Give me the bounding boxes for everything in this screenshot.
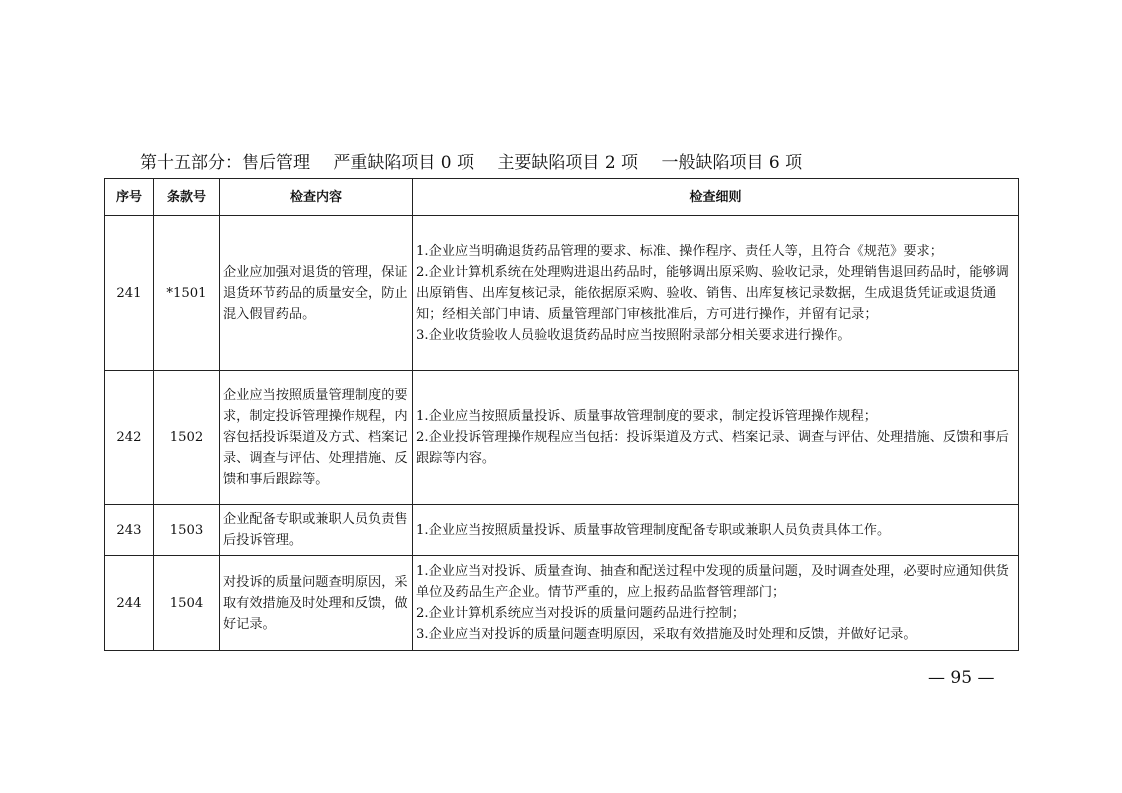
row-details xyxy=(413,556,1019,651)
detail-item: 3.企业收货验收人员验收退货药品时应当按照附录部分相关要求进行操作。 xyxy=(416,327,851,343)
row-content: 对投诉的质量问题查明原因，采取有效措施及时处理和反馈，做好记录。 xyxy=(220,556,413,651)
row-clause: 1502 xyxy=(154,371,220,505)
detail-item: 1.企业应当按照质量投诉、质量事故管理制度配备专职或兼职人员负责具体工作。 xyxy=(416,522,891,538)
general-defect-count: 一般缺陷项目 6 项 xyxy=(661,153,803,173)
row-details xyxy=(413,505,1019,556)
section-title: 第十五部分：售后管理 xyxy=(140,153,310,173)
row-clause: *1501 xyxy=(154,216,220,371)
row-details xyxy=(413,216,1019,371)
header-details: 检查细则 xyxy=(413,179,1019,216)
inspection-table xyxy=(104,178,1019,651)
row-clause: 1504 xyxy=(154,556,220,651)
section-heading xyxy=(140,148,820,173)
detail-item: 2.企业投诉管理操作规程应当包括：投诉渠道及方式、档案记录、调查与评估、处理措施、反馈和事后跟踪等内容。 xyxy=(416,430,1009,466)
detail-item: 2.企业计算机系统应当对投诉的质量问题药品进行控制； xyxy=(416,606,746,621)
row-seq: 243 xyxy=(105,505,154,556)
page-number: — 95 — xyxy=(928,668,995,688)
table-header-row xyxy=(105,179,1019,216)
detail-item: 3.企业应当对投诉的质量问题查明原因，采取有效措施及时处理和反馈，并做好记录。 xyxy=(416,627,917,642)
detail-item: 1.企业应当对投诉、质量查询、抽查和配送过程中发现的质量问题，及时调查处理，必要时应通知供货单位及药品生产企业。情节严重的，应上报药品监督管理部门； xyxy=(416,564,1009,600)
major-defect-count: 主要缺陷项目 2 项 xyxy=(497,153,639,173)
row-content: 企业配备专职或兼职人员负责售后投诉管理。 xyxy=(220,505,413,556)
row-content: 企业应加强对退货的管理，保证退货环节药品的质量安全，防止混入假冒药品。 xyxy=(220,216,413,371)
header-content: 检查内容 xyxy=(220,179,413,216)
row-seq: 241 xyxy=(105,216,154,371)
row-seq: 242 xyxy=(105,371,154,505)
row-content: 企业应当按照质量管理制度的要求，制定投诉管理操作规程，内容包括投诉渠道及方式、档案记录、调查与评估、处理措施、反馈和事后跟踪等。 xyxy=(220,371,413,505)
table-row xyxy=(105,371,1019,505)
detail-item: 1.企业应当按照质量投诉、质量事故管理制度的要求，制定投诉管理操作规程； xyxy=(416,409,877,424)
severe-defect-count: 严重缺陷项目 0 项 xyxy=(333,153,475,173)
table-row xyxy=(105,216,1019,371)
header-seq: 序号 xyxy=(105,179,154,216)
detail-item: 2.企业计算机系统在处理购进退出药品时，能够调出原采购、验收记录，处理销售退回药品时，能够调出原销售、出库复核记录，能依据原采购、验收、销售、出库复核记录数据，生成退货凭证或退货通知；经相关部门申请、质量管理部门审核批准后，方可进行操作，并留有记录； xyxy=(416,264,1009,322)
row-clause: 1503 xyxy=(154,505,220,556)
detail-item: 1.企业应当明确退货药品管理的要求、标准、操作程序、责任人等，且符合《规范》要求； xyxy=(416,243,943,259)
row-seq: 244 xyxy=(105,556,154,651)
table-row xyxy=(105,556,1019,651)
row-details xyxy=(413,371,1019,505)
header-clause: 条款号 xyxy=(154,179,220,216)
table-row xyxy=(105,505,1019,556)
